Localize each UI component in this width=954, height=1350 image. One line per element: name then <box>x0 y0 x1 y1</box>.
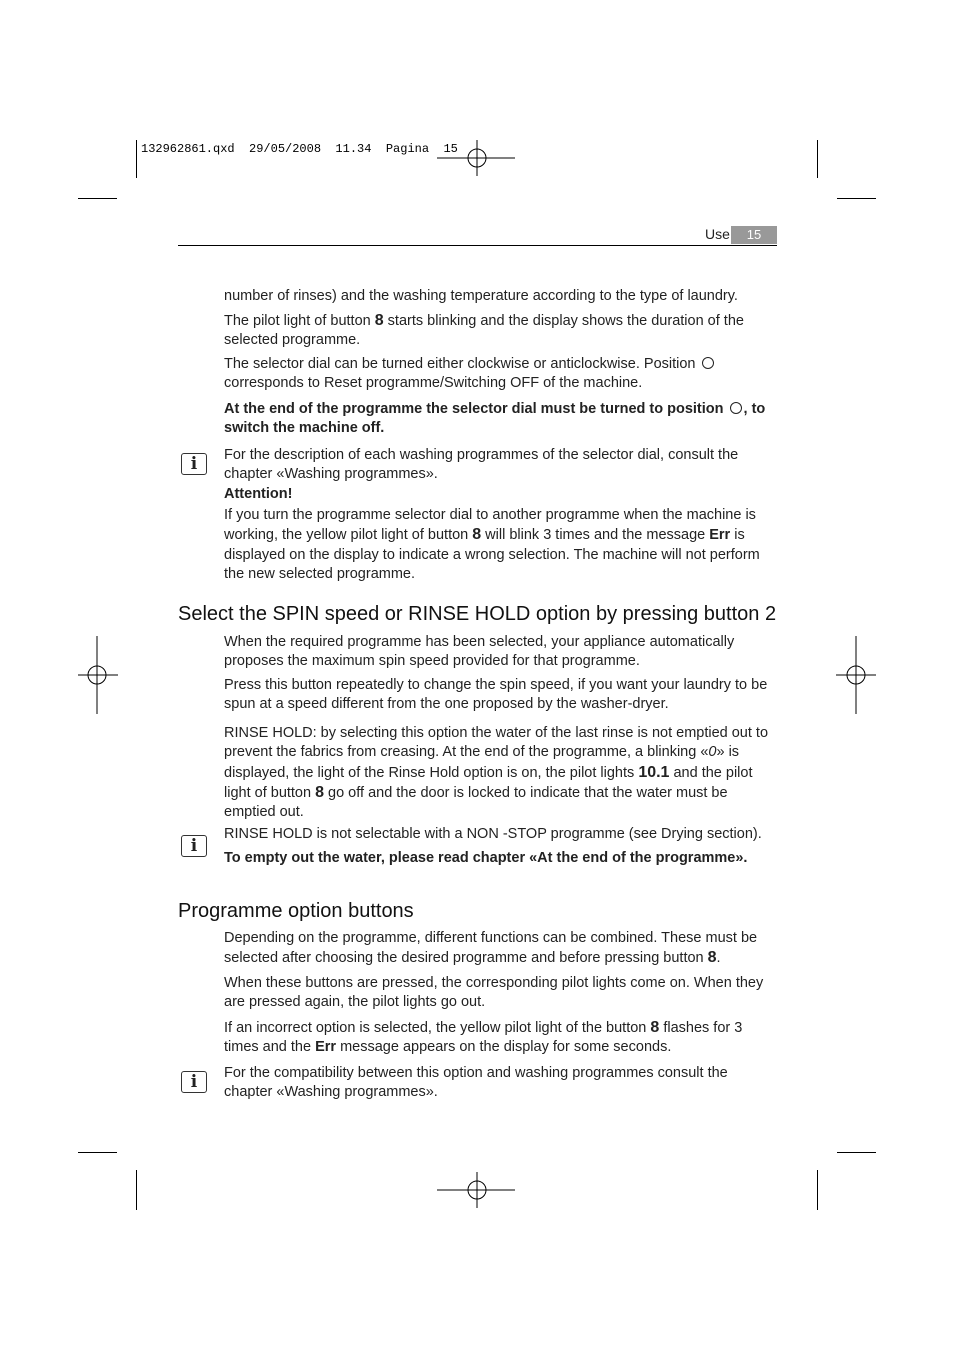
paragraph-options-3: If an incorrect option is selected, the yellow pilot light of the button 8 flashes for 3 times and the Err message appears on the display for some seconds. <box>224 1019 743 1056</box>
info-icon: i <box>181 835 207 857</box>
attention-label: Attention! <box>224 486 293 502</box>
registration-mark-right <box>836 636 876 714</box>
info-note-non-stop: RINSE HOLD is not selectable with a NON -STOP programme (see Drying section). <box>224 826 762 842</box>
paragraph-rinses: number of rinses) and the washing temperature according to the type of laundry. <box>224 288 738 304</box>
paragraph-empty-water: To empty out the water, please read chapter «At the end of the programme». <box>224 850 748 866</box>
paragraph-rinse-hold: RINSE HOLD: by selecting this option the water of the last rinse is not emptied out to prevent the fabrics from creasing. At the end of the programme, a blinking «0» is displayed, the light of the Rinse Hold option is on, the pilot lights 10.1 and the pilot light of button 8 go off and the door is locked to indicate that the water must be emptied out. <box>224 725 769 821</box>
paragraph-spin-2: Press this button repeatedly to change the spin speed, if you want your laundry to be spun at a speed different from the one proposed by the washer-dryer. <box>224 677 768 713</box>
info-note-programmes: For the description of each washing programmes of the selector dial, consult the chapter «Washing programmes». <box>224 447 739 483</box>
page-number: 15 <box>731 226 777 244</box>
info-icon: i <box>181 1071 207 1093</box>
off-position-icon <box>730 402 742 414</box>
paragraph-options-1: Depending on the programme, different functions can be combined. These must be selected after choosing the desired programme and before pressing button 8. <box>224 930 758 967</box>
registration-mark-bottom <box>437 1170 517 1210</box>
heading-spin-rinse-hold: Select the SPIN speed or RINSE HOLD option by pressing button 2 <box>178 603 777 625</box>
registration-mark-left <box>78 636 118 714</box>
heading-programme-option-buttons: Programme option buttons <box>178 900 414 922</box>
file-metadata: 132962861.qxd 29/05/2008 11.34 Pagina 15 <box>141 142 458 156</box>
off-position-icon <box>702 357 714 369</box>
paragraph-options-2: When these buttons are pressed, the corresponding pilot lights come on. When they are pressed again, the pilot lights go out. <box>224 975 764 1011</box>
paragraph-end-of-programme: At the end of the programme the selector dial must be turned to position , to switch the machine off. <box>224 401 766 437</box>
header-rule <box>178 245 777 246</box>
header-section-title: Use <box>705 226 730 242</box>
paragraph-attention: If you turn the programme selector dial to another programme when the machine is working, the yellow pilot light of button 8 will blink 3 times and the message Err is displayed on the display to indicate a wrong selection. The machine will not perform the new selected programme. <box>224 507 760 582</box>
paragraph-spin-1: When the required programme has been selected, your appliance automatically proposes the maximum spin speed provided for that programme. <box>224 634 735 670</box>
info-note-compatibility: For the compatibility between this option and washing programmes consult the chapter «Washing programmes». <box>224 1065 728 1101</box>
info-icon: i <box>181 453 207 475</box>
paragraph-selector-dial: The selector dial can be turned either clockwise or anticlockwise. Position corresponds to Reset programme/Switching OFF of the machine. <box>224 355 777 394</box>
paragraph-pilot-light: The pilot light of button 8 starts blinking and the display shows the duration of the selected programme. <box>224 312 744 349</box>
blinking-zero-symbol: 0 <box>708 744 717 761</box>
